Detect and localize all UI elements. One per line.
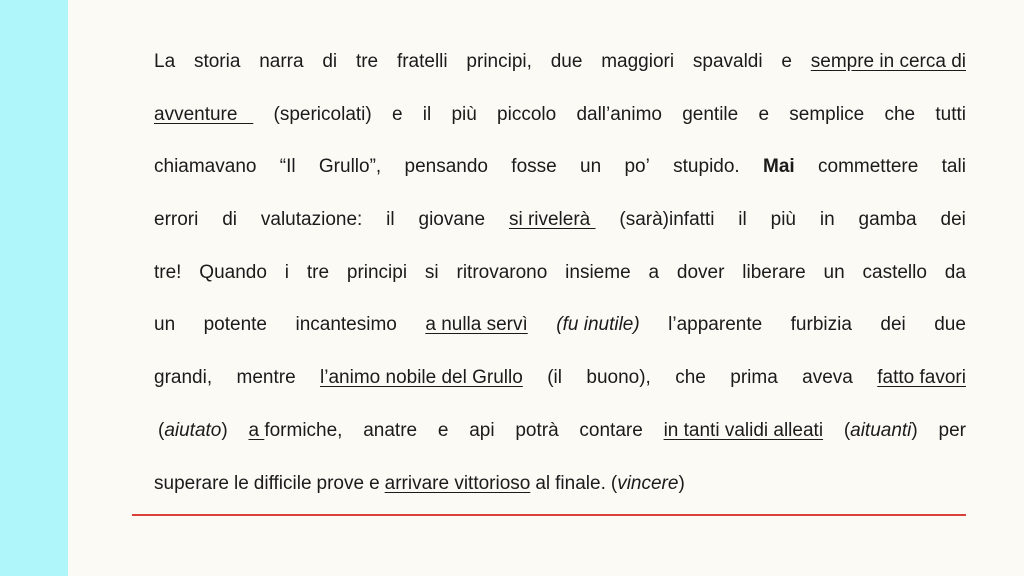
word: di [222, 209, 238, 231]
word: pensando [404, 156, 488, 178]
gloss-group [611, 462, 685, 506]
word: piccolo [497, 103, 557, 125]
word: gamba [858, 209, 917, 231]
word: “Il [279, 156, 296, 178]
underlined-phrase: l’animo nobile del Grullo [320, 367, 523, 389]
word: al [535, 472, 551, 494]
word: di [322, 51, 338, 72]
word: liberare [742, 261, 806, 283]
paragraph-line-3 [154, 145, 966, 198]
word: grandi, [154, 367, 213, 389]
paren: ( [610, 472, 618, 494]
word: semplice [789, 103, 865, 125]
word: formiche, [264, 419, 343, 441]
word: (sarà)infatti [619, 209, 715, 231]
bold-word: Mai [763, 156, 795, 178]
paren: ( [158, 419, 165, 441]
word: si [424, 261, 439, 283]
word: (spericolati) [273, 103, 372, 125]
paren: ) [678, 472, 685, 494]
word: potrà [515, 419, 559, 441]
word: castello [862, 261, 927, 283]
word: e [437, 419, 449, 441]
word: anatre [363, 419, 418, 441]
word: chiamavano [154, 156, 257, 178]
red-divider-line [132, 514, 966, 516]
word: il [738, 209, 747, 231]
word: fratelli [396, 51, 448, 72]
word: principi [346, 261, 408, 283]
word: commettere [818, 156, 919, 178]
italic-gloss: (fu inutile) [556, 314, 640, 336]
word: dall’animo [576, 103, 662, 125]
word: potente [203, 314, 268, 336]
word: valutazione: [260, 209, 363, 231]
word: dei [940, 209, 966, 231]
word: e [781, 51, 792, 72]
word: il [422, 103, 432, 125]
word: insieme [565, 261, 631, 283]
paren: ) [911, 419, 918, 441]
underlined-phrase: sempre in cerca di [810, 51, 966, 72]
word: giovane [418, 209, 486, 231]
word: tali [941, 156, 966, 178]
word: aveva [802, 367, 853, 389]
underlined-phrase: avventure [154, 103, 254, 125]
left-accent-bar [0, 0, 68, 576]
word: spavaldi [692, 51, 763, 72]
word: un [580, 156, 602, 178]
paragraph-line-9 [154, 462, 966, 515]
word: prove [316, 472, 365, 494]
paragraph-line-2 [154, 93, 966, 146]
italic-gloss: aituanti [850, 419, 912, 441]
word: furbizia [790, 314, 852, 336]
word: i [284, 261, 289, 283]
word: La [154, 51, 176, 72]
word: due [934, 314, 966, 336]
italic-gloss: aiutato [164, 419, 222, 441]
story-paragraph [154, 40, 966, 514]
word: tre! [154, 261, 182, 283]
underlined-phrase: a [248, 419, 265, 441]
word: contare [579, 419, 643, 441]
underlined-phrase: arrivare vittorioso [384, 472, 531, 494]
word: finale. [555, 472, 606, 494]
word: gentile [682, 103, 739, 125]
word: più [770, 209, 796, 231]
paren: ( [843, 419, 851, 441]
word: maggiori [601, 51, 675, 72]
word: api [469, 419, 495, 441]
underlined-phrase: si rivelerà [508, 209, 596, 231]
word: mentre [236, 367, 296, 389]
word: un [154, 314, 176, 336]
word: il [386, 209, 395, 231]
word: buono), [586, 367, 651, 389]
word: più [451, 103, 477, 125]
word: due [550, 51, 583, 72]
word: incantesimo [295, 314, 397, 336]
word: prima [730, 367, 778, 389]
word: per [938, 419, 966, 441]
paragraph-line-4 [154, 198, 966, 251]
italic-gloss: vincere [617, 472, 679, 494]
underlined-phrase: fatto favori [877, 367, 966, 389]
word: fosse [511, 156, 557, 178]
gloss-group [158, 409, 228, 453]
word: che [675, 367, 706, 389]
word: le [234, 472, 249, 494]
word: l’apparente [668, 314, 763, 336]
word: Quando [199, 261, 267, 283]
word: da [944, 261, 966, 283]
paragraph-line-5 [154, 251, 966, 304]
gloss-group [844, 409, 918, 453]
word: po’ [624, 156, 650, 178]
word: e [758, 103, 770, 125]
paragraph-line-7 [154, 356, 966, 409]
underlined-phrase: in tanti validi alleati [663, 419, 824, 441]
word: tre [306, 261, 330, 283]
paragraph-line-8 [154, 409, 966, 462]
word: dover [676, 261, 725, 283]
word: Grullo”, [318, 156, 382, 178]
underlined-phrase: a nulla servì [425, 314, 528, 336]
word: e [369, 472, 380, 494]
word: ritrovarono [456, 261, 548, 283]
word: errori [154, 209, 199, 231]
word: in [819, 209, 835, 231]
word: (il [547, 367, 562, 389]
paren: ) [221, 419, 228, 441]
paragraph-line-6 [154, 303, 966, 356]
word: principi, [466, 51, 532, 72]
word: tutti [935, 103, 966, 125]
word: tre [355, 51, 379, 72]
word: difficile [253, 472, 312, 494]
paragraph-line-1 [154, 40, 966, 93]
word: a [648, 261, 660, 283]
word: narra [259, 51, 304, 72]
word: e [391, 103, 403, 125]
word: storia [193, 51, 241, 72]
word-pair [248, 409, 342, 453]
word: superare [154, 472, 229, 494]
word: dei [880, 314, 906, 336]
word: che [884, 103, 916, 125]
word: un [823, 261, 845, 283]
word: stupido. [673, 156, 740, 178]
